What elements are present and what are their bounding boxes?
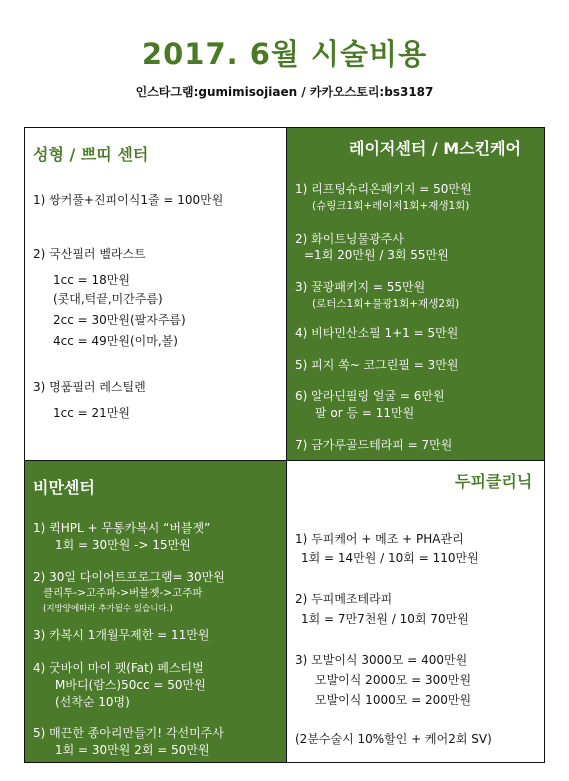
price-item: 2) 30일 다이어트프로그램= 30만원 [33,570,225,584]
price-item: 3) 명품필러 레스틸렌 [33,380,146,394]
price-detail: (로터스1회+물광1회+재생2회) [312,298,460,310]
price-item: 3) 카복시 1개월무제한 = 11만원 [33,628,210,642]
page-title: 2017. 6월 시술비용 [141,37,428,71]
price-detail: 모발이식 1000모 = 200만원 [315,693,472,707]
price-detail: 팔 or 등 = 11만원 [315,406,415,420]
price-detail: 모발이식 2000모 = 300만원 [315,673,472,687]
price-detail: 1cc = 21만원 [53,406,130,420]
price-detail: 1회 = 30만원 2회 = 50만원 [55,743,210,757]
price-grid [24,127,545,763]
price-detail: 4cc = 49만원(이마,볼) [53,334,178,348]
section-title: 레이저센터 / M스킨케어 [349,139,522,158]
price-item: 1) 두피케어 + 메조 + PHA관리 [295,532,464,546]
price-detail: (선착순 10명) [55,695,130,709]
price-detail: =1회 20만원 / 3회 55만원 [304,248,449,262]
price-item: 4) 굿바이 마이 펫(Fat) 페스티벌 [33,661,204,675]
price-note: (2분수술시 10%할인 + 케어2회 SV) [295,732,492,746]
price-item: 4) 비타민산소필 1+1 = 5만원 [295,326,459,340]
price-item: 2) 화이트닝물광주사 [295,232,404,246]
price-detail: (콧대,턱끝,미간주름) [53,292,163,306]
price-item: 3) 모발이식 3000모 = 400만원 [295,653,468,667]
section-title: 비만센터 [33,478,95,497]
price-item: 2) 국산필러 벨라스트 [33,247,146,261]
section-title: 성형 / 쁘띠 센터 [33,145,149,164]
section-scalp-clinic [287,461,544,762]
price-detail: 1회 = 30만원 -> 15만원 [55,538,191,552]
price-item: 1) 퀵HPL + 무통카복시 “버블젯” [33,521,211,535]
price-detail: 클리투->고주파->버블젯->고주파 [43,587,203,599]
price-item: 3) 꿀광패키지 = 55만원 [295,280,426,294]
price-item: 5) 매끈한 종아리만들기! 각선미주사 [33,726,224,740]
section-title: 두피클리닉 [455,472,533,491]
page-subtitle: 인스타그램:gumimisojiaen / 카카오스토리:bs3187 [135,85,434,99]
price-item: 7) 금가루골드테라피 = 7만원 [295,438,453,452]
price-detail: 1회 = 7만7천원 / 10회 70만원 [301,612,469,626]
price-detail: (슈링크1회+레이저1회+재생1회) [312,200,470,212]
price-note: (지방양에따라 추가될수 있습니다.) [43,604,173,614]
section-plastic-petit [25,128,287,461]
price-detail: 1cc = 18만원 [53,273,130,287]
price-detail: M바디(람스)50cc = 50만원 [55,678,206,692]
price-detail: 2cc = 30만원(팔자주름) [53,313,186,327]
price-item: 1) 리프팅슈리온패키지 = 50만원 [295,182,472,196]
price-item: 1) 쌍커풀+진피이식1줄 = 100만원 [33,193,224,207]
price-item: 2) 두피메조테라피 [295,592,393,606]
price-item: 6) 알라딘필링 얼굴 = 6만원 [295,389,445,403]
section-obesity [25,461,287,762]
price-item: 5) 피지 쏙~ 코그린필 = 3만원 [295,358,459,372]
price-detail: 1회 = 14만원 / 10회 = 110만원 [301,551,479,565]
section-laser-skincare [287,128,544,461]
